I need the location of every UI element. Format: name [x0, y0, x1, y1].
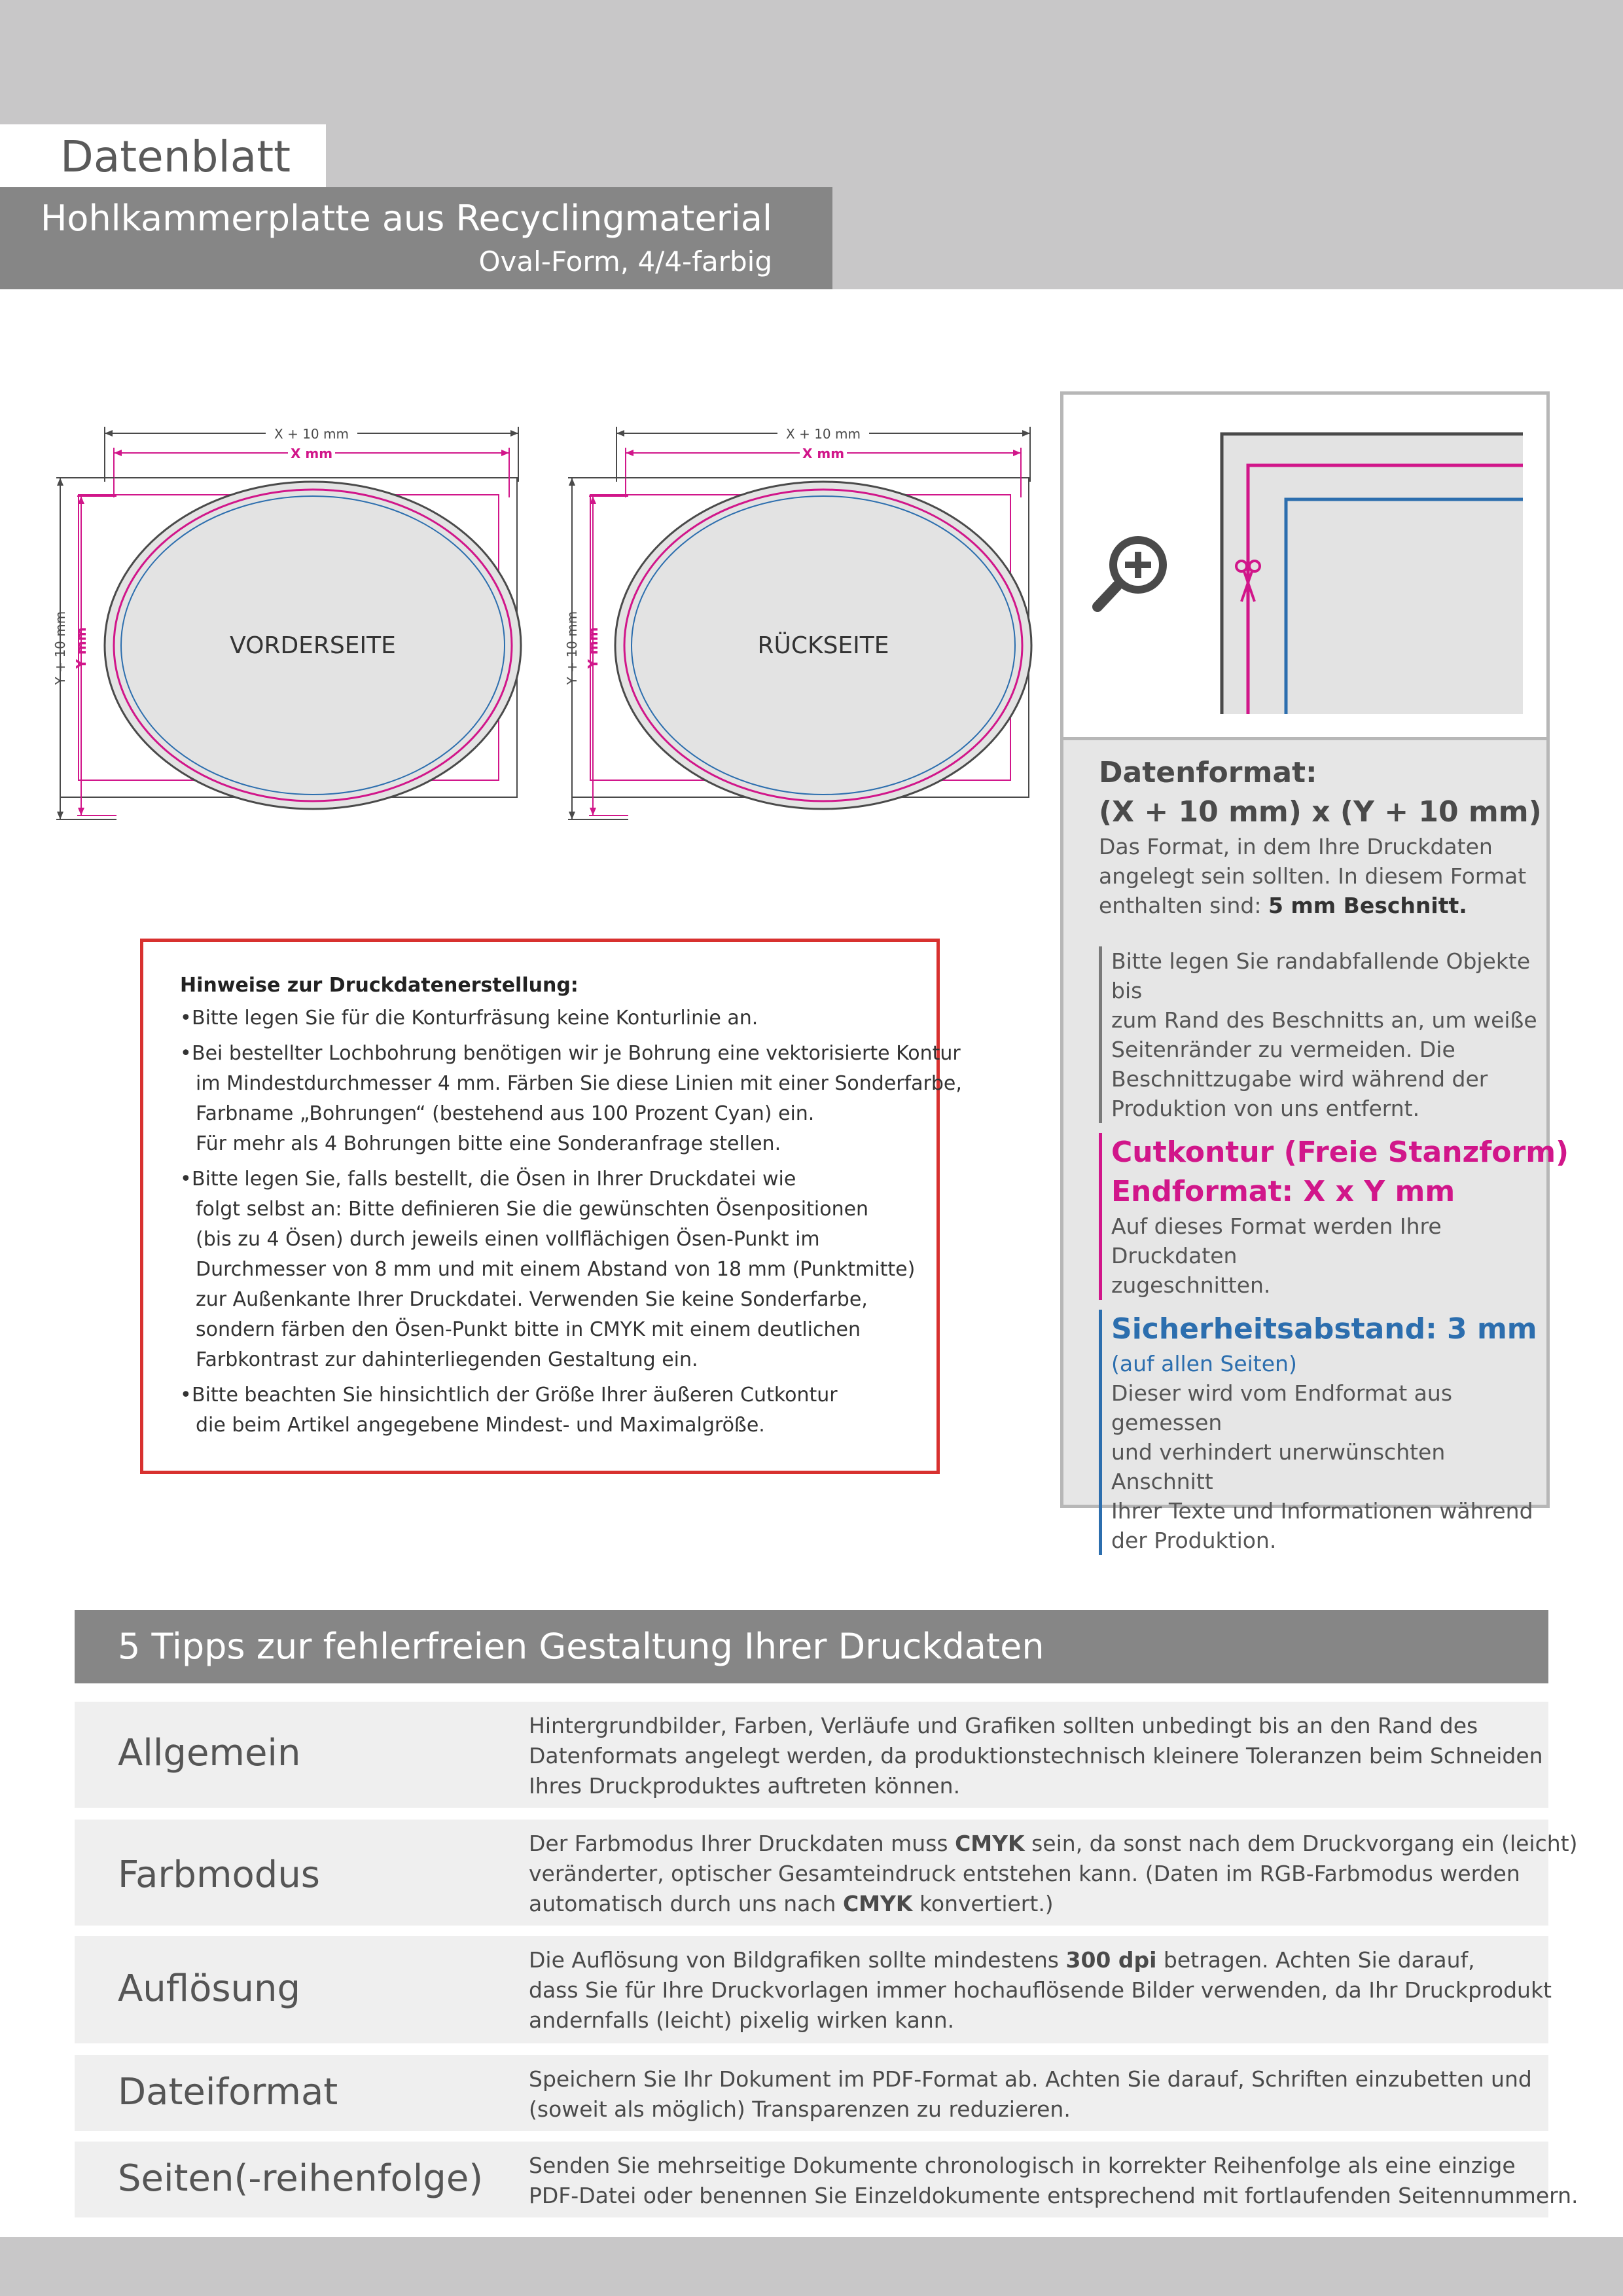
tip-label: Seiten(-reihenfolge) [118, 2157, 484, 2200]
hints-title: Hinweise zur Druckdatenerstellung: [180, 974, 579, 997]
tip-text: Senden Sie mehrseitige Dokumente chronologisch in korrekter Reihenfolge als eine einzige PDF-Datei oder benennen Sie Einzeldokumente entsprechend mit fortlaufenden Seitennummern. [529, 2153, 1578, 2208]
tip-row-general [75, 1702, 1548, 1808]
tip-label: Allgemein [118, 1732, 301, 1774]
front-side-label: VORDERSEITE [230, 632, 396, 659]
data-format-section [1099, 753, 1544, 920]
hint-item: • Bitte legen Sie, falls bestellt, die Ösen in Ihrer Druckdatei wie folgt selbst an: Bitte definieren Sie die gewünschten Ösenpositionen (bis zu 4 Ösen) durch jeweils einen vollflächigen Ösen-Punkt im Durchmesser von 8 mm und mit einem Abstand von 18 mm (Punktmitte) zur Außenkante Ihrer Druckdatei. Verwenden Sie keine Sonderfarbe, sondern färben den Ösen-Punkt bitte in CMYK mit einem deutlichen Farbkontrast zur dahinterliegenden Gestaltung ein. [180, 1164, 936, 1375]
hint-item: • Bitte legen Sie für die Konturfräsung keine Konturlinie an. [180, 1003, 936, 1033]
format-info-panel [1060, 391, 1569, 1553]
diagram-back [556, 419, 1041, 825]
diagram-front [45, 419, 529, 825]
tip-row-resolution [75, 1936, 1552, 2043]
safety-margin-heading: Sicherheitsabstand: 3 mm [1111, 1312, 1537, 1346]
page-title: Datenblatt [60, 132, 291, 182]
safety-margin-section [1099, 1310, 1544, 1555]
print-hints-box [140, 939, 962, 1474]
inner-height-label: Y mm [73, 627, 89, 669]
product-variant: Oval-Form, 4/4-farbig [478, 245, 772, 278]
tip-text: Der Farbmodus Ihrer Druckdaten muss CMYK sein, da sonst nach dem Druckvorgang ein (leicht) veränderter, optischer Gesamteindruck entstehen kann. (Daten im RGB-Farbmodus werden automatisch durch uns nach CMYK konvertiert.) [529, 1831, 1578, 1916]
hint-item: • Bei bestellter Lochbohrung benötigen wir je Bohrung eine vektorisierte Kontur im Mindestdurchmesser 4 mm. Färben Sie diese Linien mit einer Sonderfarbe, Farbname „Bohrungen“ (bestehend aus 100 Prozent Cyan) ein. Für mehr als 4 Bohrungen bitte eine Sonderanfrage stellen. [180, 1039, 936, 1159]
tip-row-file-format [75, 2055, 1548, 2131]
hint-item: • Bitte beachten Sie hinsichtlich der Größe Ihrer äußeren Cutkontur die beim Artikel angegebene Mindest- und Maximalgröße. [180, 1380, 936, 1441]
safety-margin-text: Dieser wird vom Endformat aus gemessen und verhindert unerwünschten Anschnitt Ihrer Texte und Informationen während der Produktion. [1111, 1380, 1533, 1553]
tip-row-page-order [75, 2142, 1578, 2217]
final-format-heading: Endformat: X x Y mm [1111, 1175, 1455, 1208]
subtitle-box [0, 187, 832, 289]
data-format-text: Das Format, in dem Ihre Druckdaten angelegt sein sollten. In diesem Format enthalten sind: 5 mm Beschnitt. [1099, 834, 1527, 918]
outer-height-label: Y + 10 mm [564, 611, 580, 685]
front-diagram-svg [45, 419, 529, 825]
tip-label: Farbmodus [118, 1854, 320, 1896]
tip-label: Dateiformat [118, 2071, 338, 2113]
zoom-detail-svg [1063, 395, 1546, 740]
footer-band [0, 2237, 1623, 2296]
tips-heading: 5 Tipps zur fehlerfreien Gestaltung Ihrer Druckdaten [118, 1626, 1044, 1667]
back-diagram-svg [556, 419, 1041, 825]
outer-height-label: Y + 10 mm [52, 611, 68, 685]
cut-contour-heading: Cutkontur (Freie Stanzform) [1111, 1136, 1569, 1169]
cut-contour-section [1099, 1133, 1569, 1300]
corner-fill [1222, 434, 1523, 714]
tip-text: Die Auflösung von Bildgrafiken sollte mindestens 300 dpi betragen. Achten Sie darauf, dass Sie für Ihre Druckvorlagen immer hochauflösende Bilder verwenden, da Ihr Druckprodukt andernfalls (leicht) pixelig wirken kann. [529, 1947, 1552, 2033]
cut-contour-text: Auf dieses Format werden Ihre Druckdaten zugeschnitten. [1111, 1213, 1442, 1298]
zoom-detail [1063, 395, 1546, 740]
tip-text: Speichern Sie Ihr Dokument im PDF-Format ab. Achten Sie darauf, Schriften einzubetten und (soweit als möglich) Transparenzen zu reduzieren. [529, 2066, 1532, 2122]
data-format-size: (X + 10 mm) x (Y + 10 mm) [1099, 795, 1542, 829]
inner-height-label: Y mm [585, 627, 601, 669]
inner-width-label: X mm [290, 446, 333, 461]
bleed-note-text: Bitte legen Sie randabfallende Objekte bis zum Rand des Beschnitts an, um weiße Seitenränder zu vermeiden. Die Beschnittzugabe wird während der Produktion von uns entfernt. [1111, 948, 1537, 1121]
data-format-heading: Datenformat: [1099, 756, 1317, 789]
inner-width-label: X mm [802, 446, 845, 461]
tip-label: Auflösung [118, 1967, 301, 2010]
bleed-note-section [1099, 946, 1544, 1123]
tips-header [75, 1610, 1548, 1683]
outer-width-label: X + 10 mm [274, 426, 349, 442]
outer-width-label: X + 10 mm [786, 426, 861, 442]
tip-row-color-mode [75, 1820, 1578, 1926]
zoom-in-icon [1097, 536, 1167, 607]
product-name: Hohlkammerplatte aus Recyclingmaterial [40, 198, 772, 239]
tip-text: Hintergrundbilder, Farben, Verläufe und Grafiken sollten unbedingt bis an den Rand des Datenformats angelegt werden, da produktionstechnisch kleinere Toleranzen beim Schneiden Ihres Druckproduktes auftreten können. [529, 1713, 1543, 1799]
safety-margin-sub: (auf allen Seiten) [1111, 1351, 1297, 1376]
back-side-label: RÜCKSEITE [757, 632, 889, 659]
